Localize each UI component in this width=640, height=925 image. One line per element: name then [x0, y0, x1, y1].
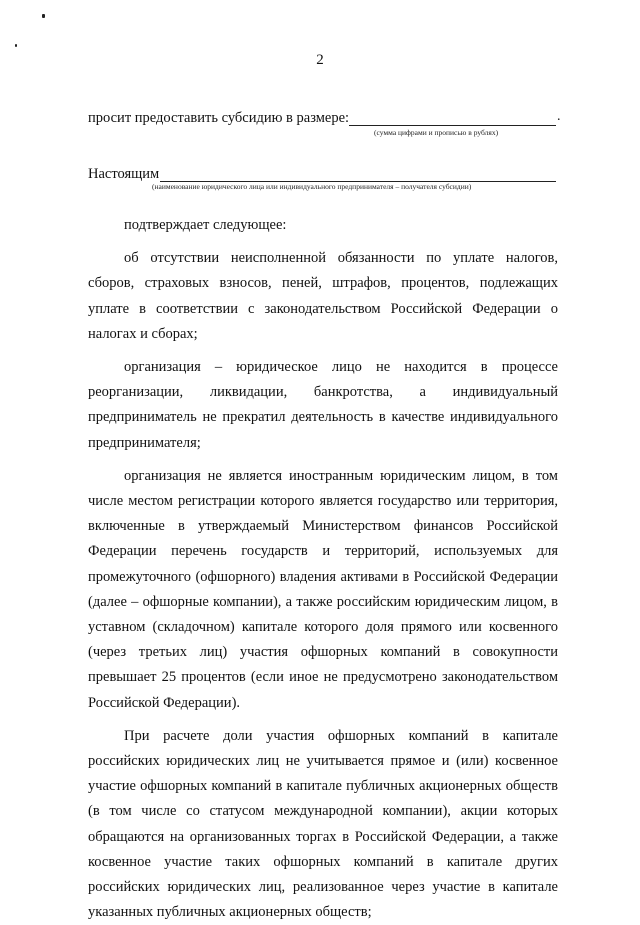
page-number: 2: [316, 52, 324, 68]
subsidy-amount-hint: (сумма цифрами и прописью в рублях): [374, 128, 499, 137]
applicant-name-label: Настоящим: [88, 166, 160, 182]
scan-speck: [15, 44, 17, 47]
paragraph-reorganization: организация – юридическое лицо не находится в процессе реорганизации, ликвидации, банкротства, а индивидуальный предприниматель не прекратил деятельность в качестве индивидуального предпринимателя;: [88, 359, 558, 451]
applicant-name-field: [88, 166, 568, 196]
document-body: [88, 213, 558, 925]
subsidy-amount-field: [88, 110, 568, 140]
subsidy-amount-label: просит предоставить субсидию в размере:: [88, 110, 350, 126]
subsidy-amount-line: [349, 125, 556, 126]
paragraph-offshore-share: При расчете доли участия офшорных компаний в капитале российских юридических лиц не учитывается прямое и (или) косвенное участие офшорных компаний в капитале публичных акционерных обществ (в том числе со статусом международной компании), акции которых обращаются на организованных торгах в Российской Федерации, а также косвенное участие таких офшорных компаний в капитале других российских юридических лиц, реализованное через участие в капитале указанных публичных акционерных обществ;: [88, 727, 558, 921]
applicant-name-hint: (наименование юридического лица или индивидуального предпринимателя – получателя субсидии): [152, 182, 472, 191]
subsidy-amount-end-mark: .: [557, 109, 561, 124]
paragraph-tax-obligations: об отсутствии неисполненной обязанности по уплате налогов, сборов, страховых взносов, пеней, штрафов, процентов, подлежащих уплате в соответствии с законодательством Российской Федерации о налогах и сборах;: [88, 250, 558, 342]
paragraph-intro: подтверждает следующее:: [124, 217, 287, 233]
scan-speck: [42, 14, 45, 18]
paragraph-foreign-entity: организация не является иностранным юридическим лицом, в том числе местом регистрации которого является государство или территория, включенные в утверждаемый Министерством финансов Российской Федерации перечень государств и территорий, используемых для промежуточного (офшорного) владения активами в Российской Федерации (далее – офшорные компании), а также российским юридическим лицом, в уставном (складочном) капитале которого доля прямого или косвенного (через третьих лиц) участия офшорных компаний в совокупности превышает 25 процентов (если иное не предусмотрено законодательством Российской Федерации).: [88, 467, 558, 711]
